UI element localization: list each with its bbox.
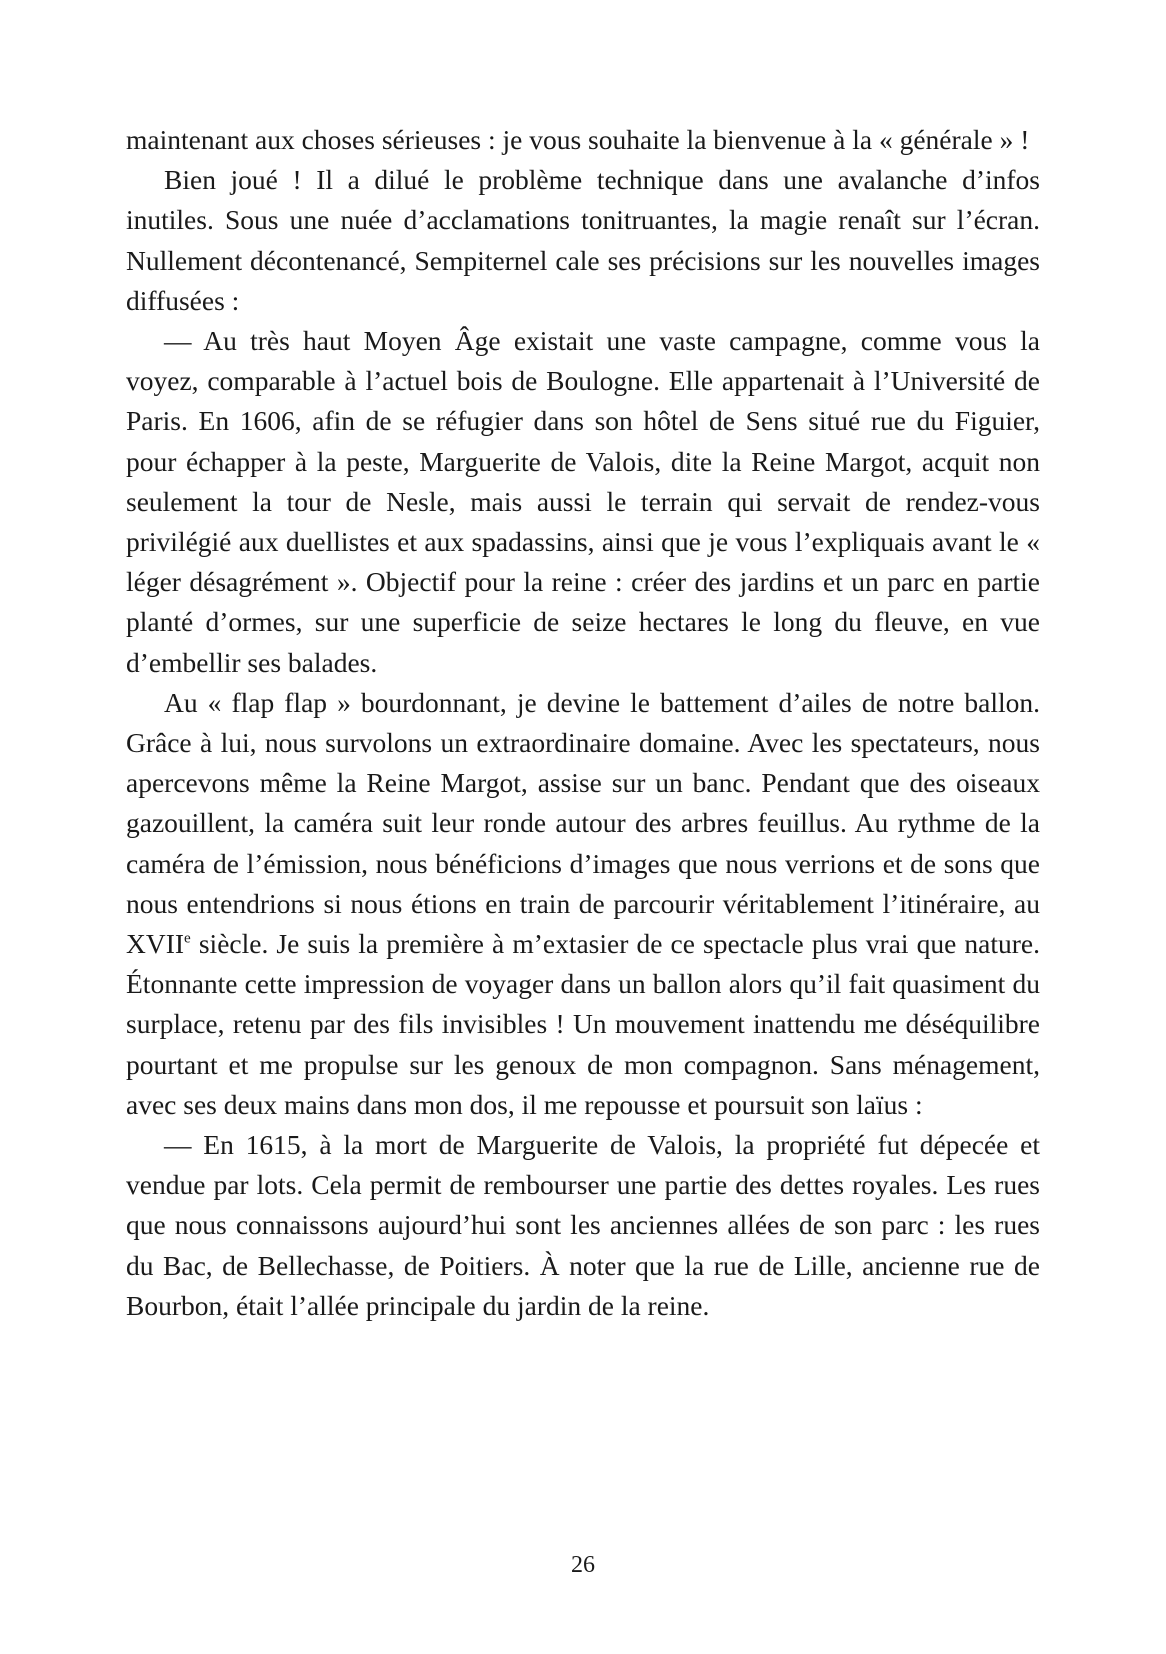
century-superscript: e — [184, 930, 191, 947]
paragraph-moyen-age: — Au très haut Moyen Âge existait une vaste campagne, comme vous la voyez, comparable à l’actuel bois de Boulogne. Elle appartenait à l’Université de Paris. En 1606, afin de se réfugier dans son hôtel de Sens situé rue du Figuier, pour échapper à la peste, Marguerite de Valois, dite la Reine Margot, acquit non seulement la tour de Nesle, mais aussi le terrain qui servait de rendez-vous privilégié aux duellistes et aux spadassins, ainsi que je vous l’expliquais avant le « léger désagrément ». Objectif pour la reine : créer des jardins et un parc en partie planté d’ormes, sur une superficie de seize hectares le long du fleuve, en vue d’embellir ses balades. — [126, 325, 1040, 678]
page-body — [126, 120, 1040, 1326]
paragraph-opening: maintenant aux choses sérieuses : je vous souhaite la bienvenue à la « générale » ! — [126, 124, 1030, 155]
paragraph-1615: — En 1615, à la mort de Marguerite de Valois, la propriété fut dépecée et vendue par lots. Cela permit de rembourser une partie des dettes royales. Les rues que nous connaissons aujourd’hui sont les anciennes allées de son parc : les rues du Bac, de Bellechasse, de Poitiers. À noter que la rue de Lille, ancienne rue de Bourbon, était l’allée principale du jardin de la reine. — [126, 1129, 1040, 1321]
balloon-text-end: siècle. Je suis la première à m’extasier de ce spectacle plus vrai que nature. Étonnante cette impression de voyager dans un ballon alors qu’il fait quasiment du surplace, retenu par des fils invisibles ! Un mouvement inattendu me déséquilibre pourtant et me propulse sur les genoux de mon compagnon. Sans ménagement, avec ses deux mains dans mon dos, il me repousse et poursuit son laïus : — [126, 928, 1040, 1120]
paragraph-technical-problem: Bien joué ! Il a dilué le problème technique dans une avalanche d’infos inutiles. Sous une nuée d’acclamations tonitruantes, la magie renaît sur l’écran. Nullement décontenancé, Sempiternel cale ses précisions sur les nouvelles images diffusées : — [126, 164, 1040, 316]
page-number: 26 — [571, 1552, 595, 1578]
balloon-text-start: Au « flap flap » bourdonnant, je devine le battement d’ailes de notre ballon. Grâce à lui, nous survolons un extraordinaire domaine. Avec les spectateurs, nous apercevons même la Reine Margot, assise sur un banc. Pendant que des oiseaux gazouillent, la caméra suit leur ronde autour des arbres feuillus. Au rythme de la caméra de l’émission, nous bénéficions d’images que nous verrions et de sons que nous entendrions si nous étions en train de parcourir véritablement l’itinéraire, au XVII — [126, 686, 1040, 960]
paragraph-balloon — [126, 683, 1040, 1125]
